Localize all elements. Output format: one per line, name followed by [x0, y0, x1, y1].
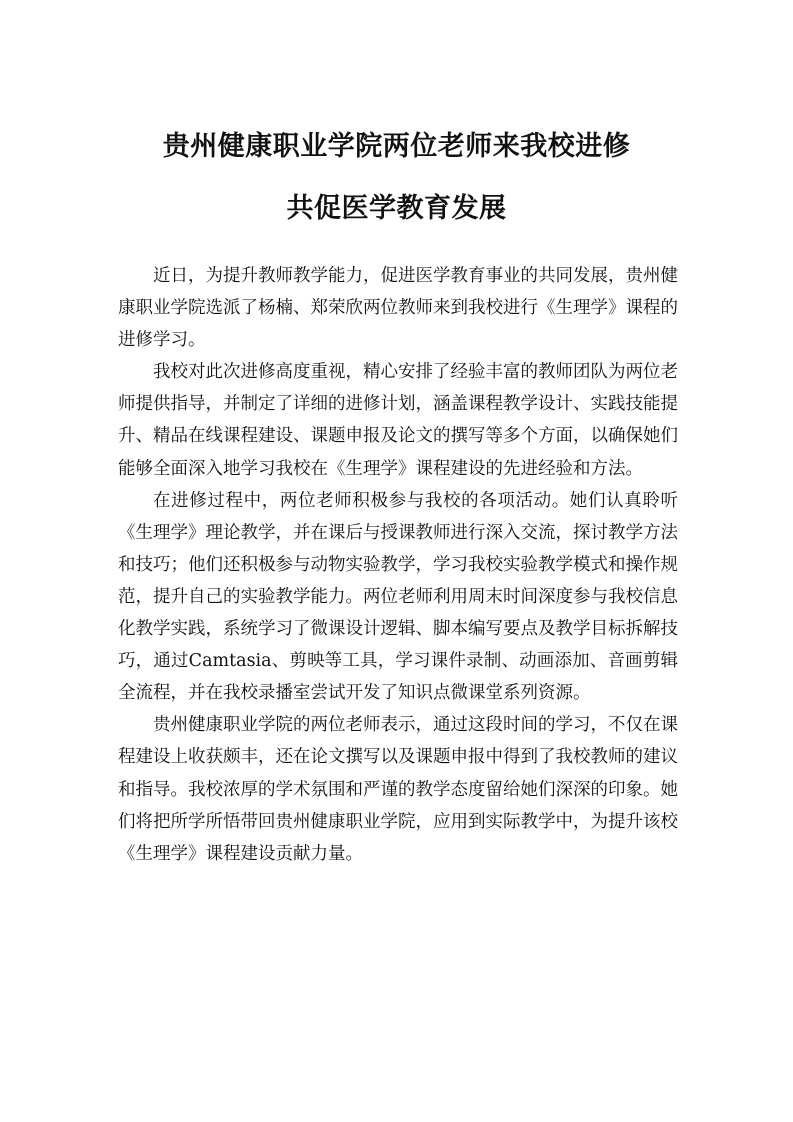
paragraph-1: 近日，为提升教师教学能力，促进医学教育事业的共同发展，贵州健康职业学院选派了杨楠、郑荣欣两位教师来到我校进行《生理学》课程的进修学习。	[118, 266, 678, 351]
paragraph-2: 我校对此次进修高度重视，精心安排了经验丰富的教师团队为两位老师提供指导，并制定了详细的进修计划，涵盖课程教学设计、实践技能提升、精品在线课程建设、课题申报及论文的撰写等多个方面，以确保她们能够全面深入地学习我校在《生理学》课程建设的先进经验和方法。	[118, 362, 678, 479]
paragraph-3: 在进修过程中，两位老师积极参与我校的各项活动。她们认真聆听《生理学》理论教学，并在课后与授课教师进行深入交流，探讨教学方法和技巧；他们还积极参与动物实验教学，学习我校实验教学模式和操作规范，提升自己的实验教学能力。两位老师利用周末时间深度参与我校信息化教学实践，系统学习了微课设计逻辑、脚本编写要点及教学目标拆解技巧，通过Camtasia、剪映等工具，学习课件录制、动画添加、音画剪辑全流程，并在我校录播室尝试开发了知识点微课堂系列资源。	[118, 490, 678, 704]
title-line-2: 共促医学教育发展	[286, 193, 507, 224]
article-title	[60, 116, 733, 240]
article-body	[118, 260, 678, 870]
paragraph-4: 贵州健康职业学院的两位老师表示，通过这段时间的学习，不仅在课程建设上收获颇丰，还在论文撰写以及课题申报中得到了我校教师的建议和指导。我校浓厚的学术氛围和严谨的教学态度留给她们深深的印象。她们将把所学所悟带回贵州健康职业学院，应用到实际教学中，为提升该校《生理学》课程建设贡献力量。	[118, 715, 678, 864]
title-line-1: 贵州健康职业学院两位老师来我校进修	[162, 131, 631, 162]
